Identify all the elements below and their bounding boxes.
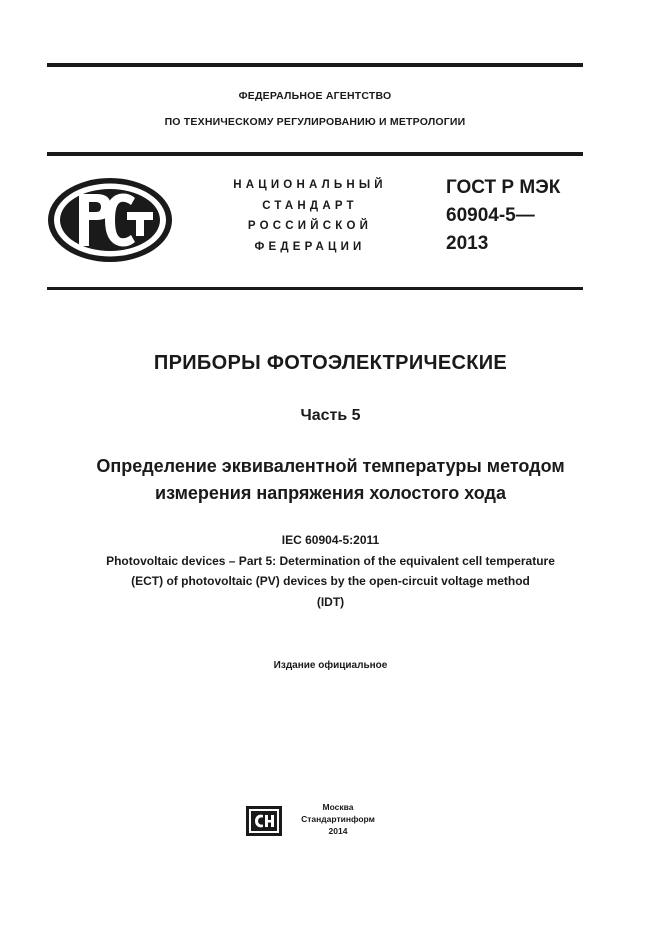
national-line-3: РОССИЙСКОЙ (247, 220, 373, 232)
standartinform-logo-icon (246, 806, 282, 836)
document-subtitle (0, 453, 661, 507)
document-title: ПРИБОРЫ ФОТОЭЛЕКТРИЧЕСКИЕ (153, 352, 508, 374)
publisher-year: 2014 (328, 826, 348, 836)
iec-title-line-1: Photovoltaic devices – Part 5: Determination of the equivalent cell temperature (106, 553, 555, 568)
part-label: Часть 5 (300, 407, 361, 424)
publisher-imprint (292, 801, 384, 837)
top-rule (47, 63, 583, 67)
publisher-city: Москва (322, 802, 354, 812)
agency-line-2: ПО ТЕХНИЧЕСКОМУ РЕГУЛИРОВАНИЮ И МЕТРОЛОГИИ (164, 116, 466, 128)
national-line-1: НАЦИОНАЛЬНЫЙ (233, 179, 387, 191)
iec-title-line-3: (IDT) (316, 594, 345, 609)
rst-gost-emblem-icon (45, 176, 175, 264)
iec-code: IEC 60904-5:2011 (281, 533, 380, 547)
national-line-2: СТАНДАРТ (262, 199, 358, 212)
designation-line-2: 60904-5— (446, 205, 535, 226)
edition-label: Издание официальное (273, 660, 388, 671)
subtitle-line-2: измерения напряжения холостого хода (155, 483, 506, 503)
iec-reference (0, 530, 661, 612)
agency-line-1: ФЕДЕРАЛЬНОЕ АГЕНТСТВО (238, 90, 392, 102)
national-line-4: ФЕДЕРАЦИИ (254, 240, 366, 253)
subtitle-line-1: Определение эквивалентной температуры методом (96, 456, 565, 476)
header-rule (47, 152, 583, 156)
publisher-name: Стандартинформ (301, 814, 375, 824)
iec-title-line-2: (ECT) of photovoltaic (PV) devices by the open-circuit voltage method (131, 574, 530, 588)
national-standard-label (205, 175, 415, 257)
standard-designation (446, 174, 560, 258)
standard-block-rule (47, 287, 583, 290)
designation-line-1: ГОСТ Р МЭК (446, 177, 561, 198)
designation-line-3: 2013 (446, 233, 489, 254)
